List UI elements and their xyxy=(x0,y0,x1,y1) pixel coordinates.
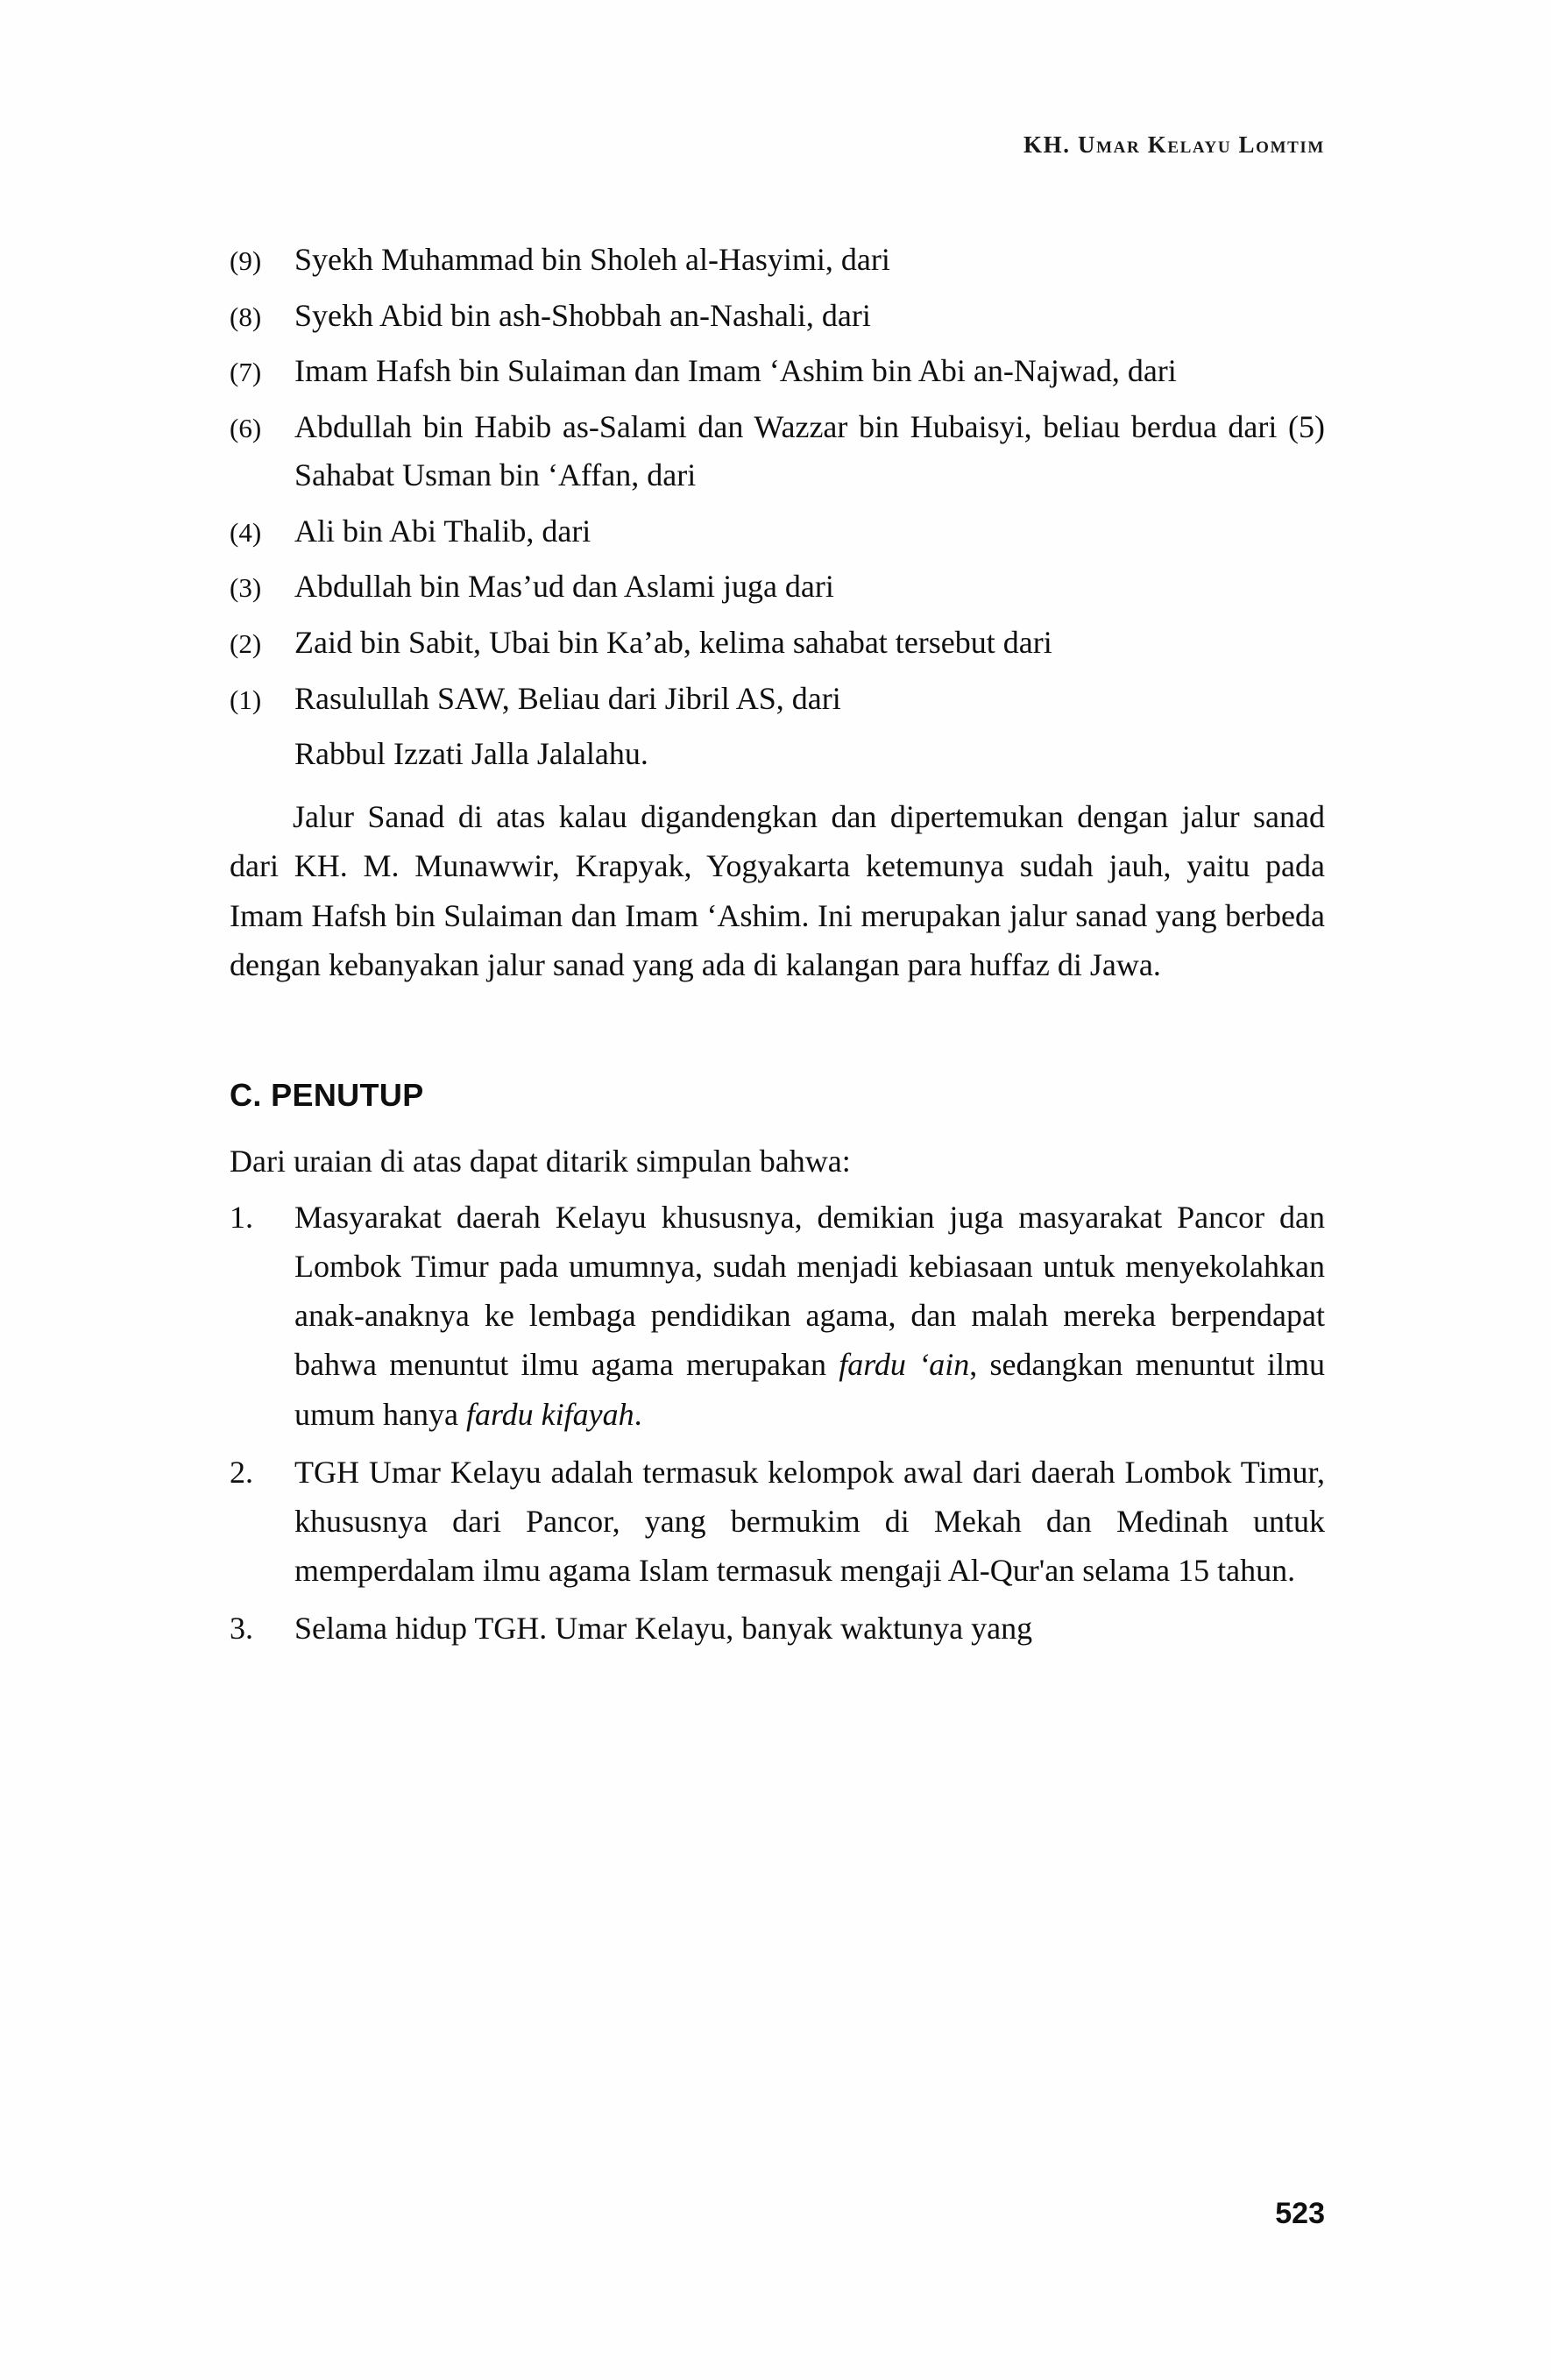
list-item-number: (8) xyxy=(230,301,262,332)
list-item xyxy=(230,1193,1325,1439)
list-item-text: Abdullah bin Habib as-Salami dan Wazzar bin Hubaisyi, beliau berdua dari (5) Sahabat Usman bin ‘Affan, dari xyxy=(294,409,1325,492)
list-item xyxy=(230,403,1325,499)
list-item-number: (1) xyxy=(230,684,262,715)
list-item-number: 2. xyxy=(230,1454,253,1490)
list-item-number: (6) xyxy=(230,413,262,444)
list-item-text: Imam Hafsh bin Sulaiman dan Imam ‘Ashim bin Abi an-Najwad, dari xyxy=(294,353,1177,389)
list-item-number: 1. xyxy=(230,1199,253,1235)
emphasis-term: fardu ‘ain xyxy=(839,1347,970,1383)
list-item-text: Ali bin Abi Thalib, dari xyxy=(294,513,591,549)
list-item-number: (7) xyxy=(230,357,262,388)
text-run: . xyxy=(634,1396,642,1432)
sanad-list xyxy=(230,236,1325,778)
list-item xyxy=(230,675,1325,723)
list-item-number: (2) xyxy=(230,628,262,660)
text-run: Masyarakat daerah Kelayu khususnya, demikian juga masyarakat Pancor dan Lombok Timur pada umumnya, sudah menjadi kebiasaan untuk menyekolahkan anak-anaknya ke lembaga pendidikan agama, dan malah mereka berpendapat bahwa menuntut ilmu agama merupakan xyxy=(294,1199,1325,1383)
section-heading: C. PENUTUP xyxy=(230,1076,424,1113)
page-number: 523 xyxy=(1275,2197,1325,2230)
conclusion-list xyxy=(230,1193,1325,1653)
emphasis-term: fardu kifayah xyxy=(465,1396,634,1432)
text-run: , sedangkan menuntut ilmu umum hanya xyxy=(294,1347,1325,1432)
list-item-number: (4) xyxy=(230,516,262,548)
list-item-text: Selama hidup TGH. Umar Kelayu, banyak waktunya yang xyxy=(294,1611,1033,1647)
list-item-text xyxy=(294,1193,1325,1439)
body-paragraph: Jalur Sanad di atas kalau digandengkan dan dipertemukan dengan jalur sanad dari KH. M. Munawwir, Krapyak, Yogyakarta ketemunya sudah jauh, yaitu pada Imam Hafsh bin Sulaiman dan Imam ‘Ashim. Ini merupakan jalur sanad yang berbeda dengan kebanyakan jalur sanad yang ada di kalangan para huffaz di Jawa. xyxy=(230,799,1325,982)
list-item xyxy=(230,1604,1325,1653)
list-item-text: Zaid bin Sabit, Ubai bin Ka’ab, kelima sahabat tersebut dari xyxy=(294,625,1052,661)
sanad-closing-line: Rabbul Izzati Jalla Jalalahu. xyxy=(294,736,648,772)
list-item-number: (3) xyxy=(230,572,262,604)
list-item xyxy=(230,236,1325,284)
list-item xyxy=(230,619,1325,667)
list-item-text: TGH Umar Kelayu adalah termasuk kelompok awal dari daerah Lombok Timur, khususnya dari Pancor, yang bermukim di Mekah dan Medinah untuk memperdalam ilmu agama Islam termasuk mengaji Al-Qur'an selama 15 tahun. xyxy=(294,1454,1325,1589)
list-item xyxy=(230,1448,1325,1595)
section-lead-text: Dari uraian di atas dapat ditarik simpulan bahwa: xyxy=(230,1143,851,1179)
list-item-number: (9) xyxy=(230,245,262,276)
list-item-text: Syekh Muhammad bin Sholeh al-Hasyimi, dari xyxy=(294,242,890,277)
page-content xyxy=(230,131,1325,1661)
list-item-number: 3. xyxy=(230,1611,253,1647)
list-item-text: Rasulullah SAW, Beliau dari Jibril AS, dari xyxy=(294,680,841,716)
list-item xyxy=(230,507,1325,556)
list-item xyxy=(230,347,1325,395)
list-item-text: Syekh Abid bin ash-Shobbah an-Nashali, dari xyxy=(294,297,871,333)
list-item xyxy=(230,563,1325,611)
list-item-text: Abdullah bin Mas’ud dan Aslami juga dari xyxy=(294,569,834,605)
list-item xyxy=(230,292,1325,340)
running-head: KH. Umar Kelayu Lomtim xyxy=(1023,131,1325,158)
